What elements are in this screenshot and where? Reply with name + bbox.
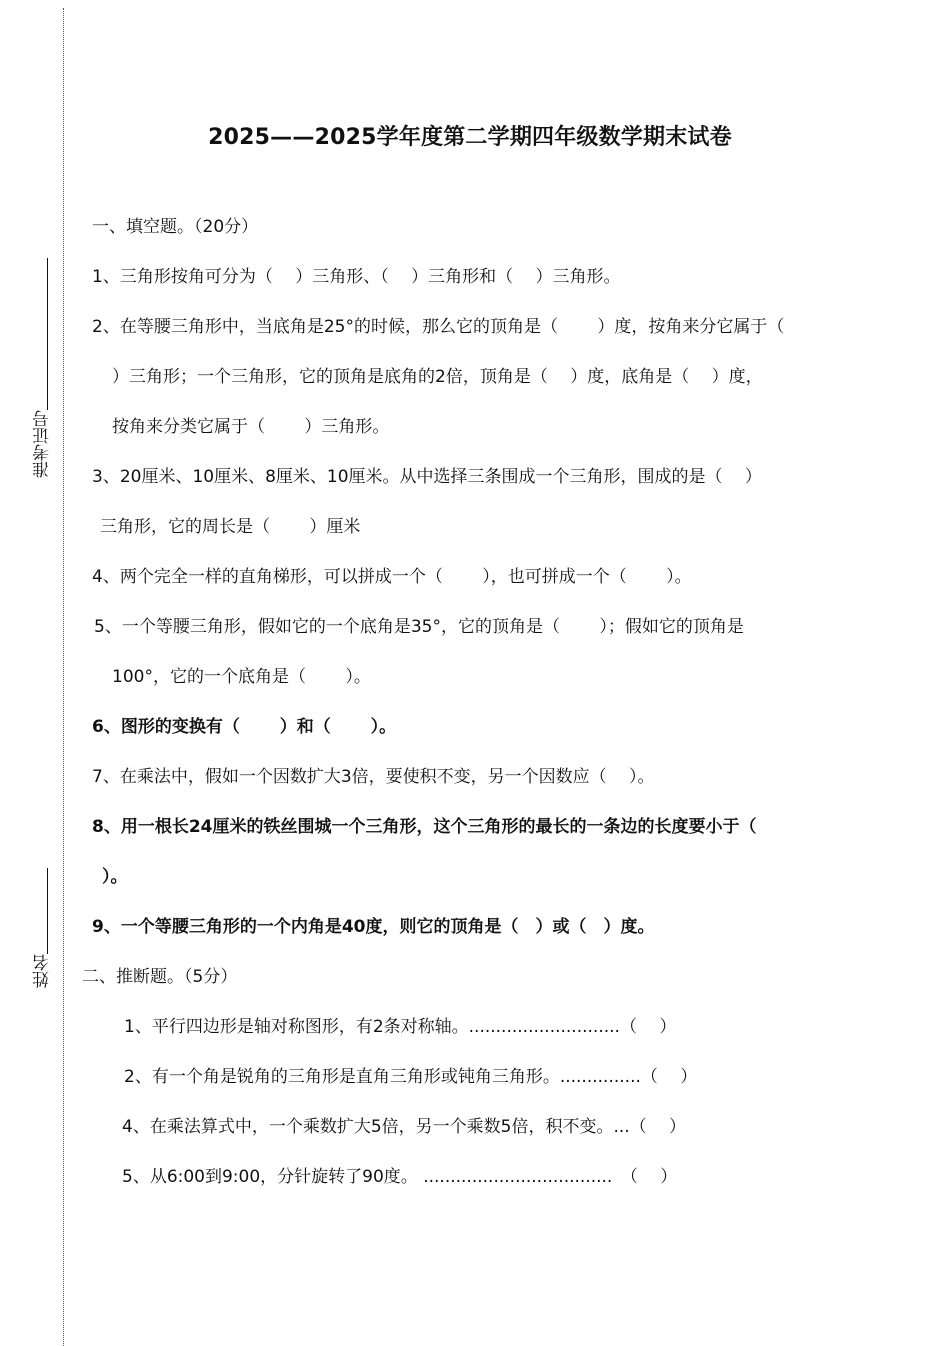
question-2-line-3: 按角来分类它属于（ ）三角形。 [112,417,390,437]
name-underline [47,868,48,954]
judgment-5: 5、从6:00到9:00，分针旋转了90度。 ................................... （ ） [122,1167,678,1187]
judgment-4: 4、在乘法算式中，一个乘数扩大5倍，另一个乘数5倍，积不变。...（ ） [122,1117,687,1137]
exam-number-label: 准考证号 [32,410,53,478]
question-7: 7、在乘法中，假如一个因数扩大3倍，要使积不变，另一个因数应（ ）。 [92,767,655,787]
judgment-1: 1、平行四边形是轴对称图形，有2条对称轴。............................（ ） [124,1017,677,1037]
question-4: 4、两个完全一样的直角梯形，可以拼成一个（ ），也可拼成一个（ ）。 [92,567,692,587]
question-9: 9、一个等腰三角形的一个内角是40度，则它的顶角是（ ）或（ ）度。 [92,917,655,937]
question-3-line-2: 三角形，它的周长是（ ）厘米 [100,517,361,537]
question-6: 6、图形的变换有（ ）和（ ）。 [92,717,397,737]
question-8-line-2: ）。 [102,867,128,887]
question-1: 1、三角形按角可分为（ ）三角形、（ ）三角形和（ ）三角形。 [92,267,621,287]
question-5-line-1: 5、一个等腰三角形，假如它的一个底角是35°，它的顶角是（ ）；假如它的顶角是 [94,617,744,637]
section-2-heading: 二、推断题。（5分） [82,967,238,987]
question-3-line-1: 3、20厘米、10厘米、8厘米、10厘米。从中选择三条围成一个三角形，围成的是（ ） [92,467,762,487]
judgment-2: 2、有一个角是锐角的三角形是直角三角形或钝角三角形。...............（ ） [124,1067,698,1087]
question-8-line-1: 8、用一根长24厘米的铁丝围城一个三角形，这个三角形的最长的一条边的长度要小于（ [92,817,757,837]
name-field [24,868,60,988]
question-2-line-1: 2、在等腰三角形中，当底角是25°的时候，那么它的顶角是（ ）度，按角来分它属于（ [92,317,785,337]
name-label: 姓名 [32,954,53,988]
exam-number-underline [47,258,48,410]
exam-title: 2025——2025学年度第二学期四年级数学期末试卷 [208,125,732,150]
question-5-line-2: 100°，它的一个底角是（ ）。 [112,667,371,687]
question-2-line-2: ）三角形；一个三角形，它的顶角是底角的2倍，顶角是（ ）度，底角是（ ）度， [112,367,763,387]
section-1-heading: 一、填空题。（20分） [92,217,259,237]
binding-dotted-line [63,8,64,1346]
exam-number-field [24,258,60,478]
